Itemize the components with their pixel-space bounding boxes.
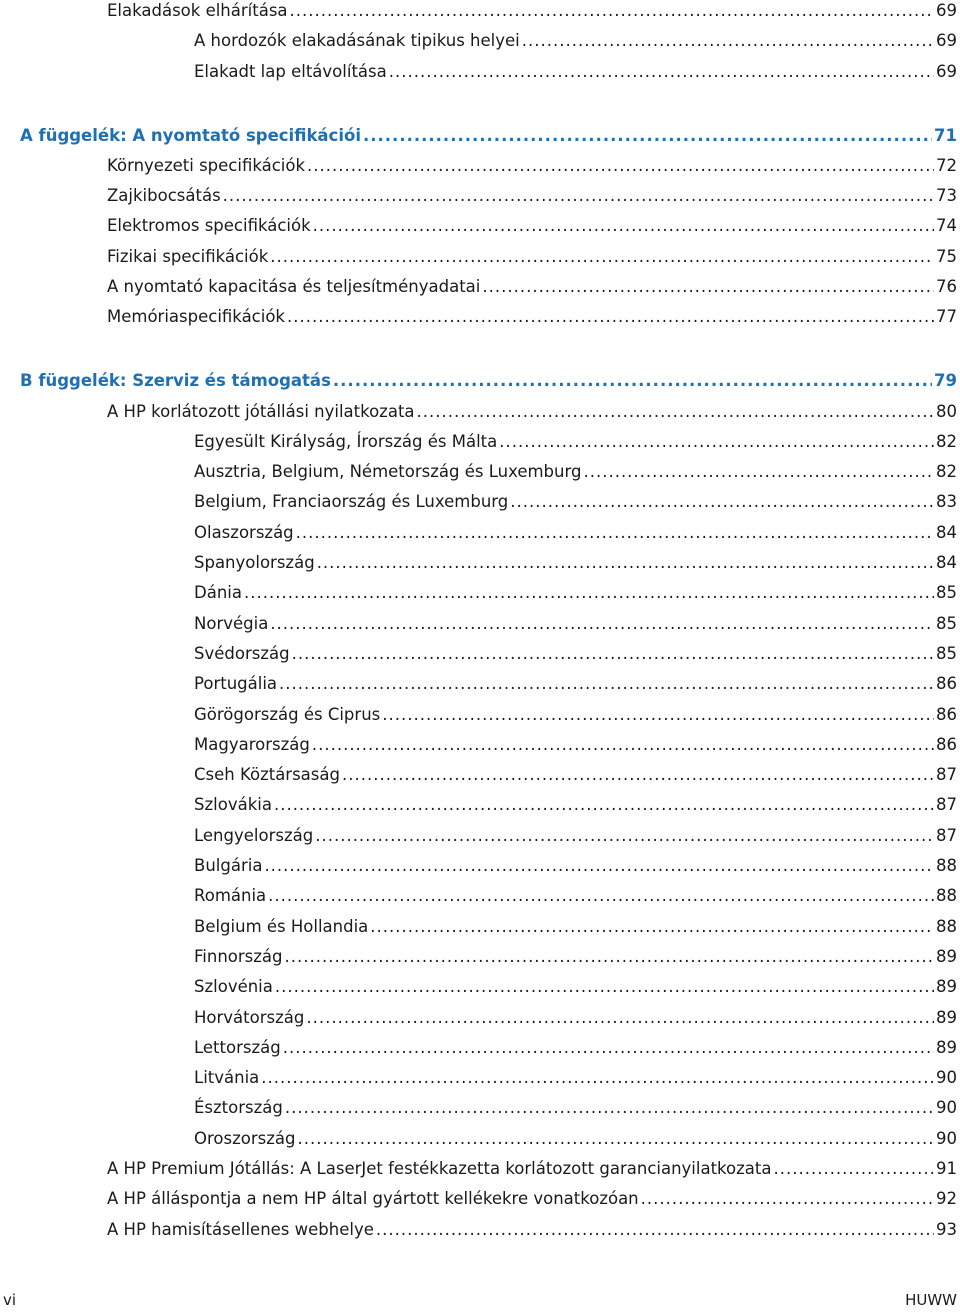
toc-page-number: 86 [936, 674, 957, 694]
toc-entry[interactable] [107, 274, 957, 300]
toc-entry-title: Környezeti specifikációk [107, 155, 306, 175]
toc-dot-leader [275, 974, 934, 1000]
toc-entry[interactable] [194, 914, 957, 940]
toc-dot-leader [773, 1156, 934, 1182]
toc-page-number: 88 [936, 886, 957, 906]
toc-page-number: 87 [936, 765, 957, 785]
toc-entry-title: Dánia [194, 583, 242, 603]
toc-dot-leader [287, 304, 934, 330]
toc-dot-leader [307, 153, 934, 179]
toc-dot-leader [313, 213, 934, 239]
toc-page-number: 90 [936, 1068, 957, 1088]
toc-entry[interactable] [194, 28, 957, 54]
toc-entry-title: Elakadt lap eltávolítása [194, 61, 387, 81]
toc-entry[interactable] [107, 1217, 957, 1243]
toc-dot-leader [641, 1186, 934, 1212]
toc-section-heading[interactable] [20, 368, 957, 394]
toc-dot-leader [510, 489, 934, 515]
toc-entry-title: Észtország [194, 1098, 283, 1118]
toc-dot-leader [270, 244, 934, 270]
toc-entry-title: Elakadások elhárítása [107, 1, 288, 20]
toc-entry-title: Memóriaspecifikációk [107, 307, 285, 327]
toc-entry-title: Litvánia [194, 1068, 260, 1088]
toc-entry-title: Görögország és Ciprus [194, 704, 381, 724]
toc-entry[interactable] [194, 1035, 957, 1061]
toc-entry[interactable] [194, 59, 957, 85]
toc-dot-leader [274, 792, 934, 818]
toc-page-number: 89 [936, 1007, 957, 1027]
toc-page-number: 88 [936, 916, 957, 936]
toc-dot-leader [297, 1126, 934, 1152]
toc-dot-leader [279, 671, 934, 697]
toc-entry-title: Elektromos specifikációk [107, 216, 311, 236]
toc-entry[interactable] [107, 153, 957, 179]
toc-entry[interactable] [194, 702, 957, 728]
toc-dot-leader [270, 611, 934, 637]
toc-page-number: 80 [936, 401, 957, 421]
toc-entry-title: Szlovákia [194, 795, 272, 815]
toc-entry-title: Olaszország [194, 522, 294, 542]
toc-page-number: 85 [936, 613, 957, 633]
toc-dot-leader [264, 853, 934, 879]
toc-entry-title: Horvátország [194, 1007, 305, 1027]
toc-page-number: 87 [936, 825, 957, 845]
toc-entry[interactable] [107, 399, 957, 425]
toc-entry[interactable] [194, 611, 957, 637]
toc-entry-title: Svédország [194, 643, 290, 663]
toc-entry-title: B függelék: Szerviz és támogatás [20, 371, 331, 391]
toc-entry-title: Cseh Köztársaság [194, 765, 340, 785]
toc-page-number: 88 [936, 856, 957, 875]
toc-entry-title: Belgium és Hollandia [194, 916, 369, 936]
toc-entry-title: Finnország [194, 946, 283, 966]
toc-page-number: 93 [936, 1219, 957, 1239]
toc-dot-leader [583, 459, 934, 485]
toc-entry[interactable] [194, 520, 957, 546]
toc-entry-title: Belgium, Franciaország és Luxemburg [194, 492, 509, 512]
toc-entry-title: A HP hamisításellenes webhelye [107, 1219, 374, 1239]
toc-page-number: 87 [936, 795, 957, 815]
toc-page-number: 86 [936, 704, 957, 724]
toc-page-number: 69 [936, 31, 957, 51]
toc-page-number: 69 [936, 61, 957, 81]
toc-entry-title: A hordozók elakadásának tipikus helyei [194, 31, 520, 51]
toc-entry-title: Spanyolország [194, 553, 315, 572]
toc-dot-leader [342, 762, 934, 788]
toc-entry-title: Magyarország [194, 734, 310, 754]
toc-dot-leader [268, 883, 934, 909]
toc-dot-leader [370, 914, 934, 940]
toc-dot-leader [261, 1065, 934, 1091]
toc-entry-title: Ausztria, Belgium, Németország és Luxemburg [194, 462, 582, 482]
toc-dot-leader [285, 1095, 934, 1121]
toc-page-number: 76 [936, 277, 957, 296]
toc-entry[interactable] [107, 304, 957, 330]
toc-entry[interactable] [194, 641, 957, 667]
toc-page-number: 90 [936, 1098, 957, 1118]
toc-dot-leader [312, 732, 934, 758]
toc-entry[interactable] [107, 213, 957, 239]
toc-page-number: 91 [936, 1159, 957, 1178]
toc-dot-leader [482, 274, 934, 300]
toc-page-number: 75 [936, 246, 957, 266]
toc-entry[interactable] [194, 550, 957, 576]
toc-dot-leader [292, 641, 934, 667]
toc-entry-title: Lengyelország [194, 825, 314, 845]
toc-dot-leader [389, 59, 934, 85]
toc-entry[interactable] [107, 244, 957, 270]
toc-page-number: 85 [936, 583, 957, 603]
toc-page-number: 85 [936, 643, 957, 663]
toc-dot-leader [283, 1035, 934, 1061]
toc-page-number: 74 [936, 216, 957, 236]
toc-section-heading[interactable] [20, 123, 957, 149]
toc-entry[interactable] [194, 429, 957, 455]
toc-dot-leader [306, 1005, 934, 1031]
footer-doc-code: HUWW [905, 1291, 957, 1309]
toc-dot-leader [376, 1217, 934, 1243]
toc-entry[interactable] [194, 1126, 957, 1152]
toc-page-number: 84 [936, 522, 957, 542]
toc-entry-title: Egyesült Királyság, Írország és Málta [194, 431, 498, 451]
toc-entry-title: A függelék: A nyomtató specifikációi [20, 125, 361, 145]
toc-entry-title: Oroszország [194, 1128, 296, 1148]
toc-page-number: 86 [936, 734, 957, 754]
toc-dot-leader [317, 550, 934, 576]
toc-entry[interactable] [194, 1005, 957, 1031]
toc-page-number: 82 [936, 462, 957, 482]
footer-page-number: vi [3, 1291, 17, 1309]
toc-entry-title: A nyomtató kapacitása és teljesítményadatai [107, 277, 481, 296]
toc-dot-leader [296, 520, 934, 546]
toc-page-number: 83 [936, 492, 957, 512]
toc-page-number: 89 [936, 977, 957, 997]
toc-dot-leader [382, 702, 934, 728]
toc-entry[interactable] [194, 974, 957, 1000]
toc-dot-leader [290, 0, 934, 24]
toc-dot-leader [285, 944, 934, 970]
toc-entry[interactable] [194, 944, 957, 970]
toc-entry-title: Bulgária [194, 856, 263, 875]
toc-page-number: 89 [936, 1037, 957, 1057]
toc-entry-title: Portugália [194, 674, 278, 694]
toc-dot-leader [417, 399, 934, 425]
toc-dot-leader [499, 429, 934, 455]
toc-entry-title: A HP álláspontja a nem HP által gyártott kellékekre vonatkozóan [107, 1189, 639, 1209]
toc-entry-title: Norvégia [194, 613, 269, 633]
toc-entry[interactable] [194, 459, 957, 485]
toc-entry-title: Fizikai specifikációk [107, 246, 269, 266]
toc-entry[interactable] [194, 823, 957, 849]
toc-entry[interactable] [194, 1065, 957, 1091]
toc-entry-title: A HP Premium Jótállás: A LaserJet festékkazetta korlátozott garancianyilatkozata [107, 1159, 772, 1178]
toc-entry[interactable] [107, 1186, 957, 1212]
toc-entry[interactable] [194, 792, 957, 818]
toc-page-number: 73 [936, 186, 957, 206]
toc-dot-leader [333, 368, 932, 394]
toc-entry-title: A HP korlátozott jótállási nyilatkozata [107, 401, 415, 421]
toc-page-number: 84 [936, 553, 957, 572]
toc-page-number: 72 [936, 155, 957, 175]
toc-page-number: 71 [934, 125, 957, 145]
toc-page-number: 89 [936, 946, 957, 966]
toc-entry[interactable] [194, 580, 957, 606]
toc-dot-leader [315, 823, 934, 849]
toc-entry[interactable] [107, 0, 957, 24]
toc-entry[interactable] [194, 671, 957, 697]
toc-entry-title: Lettország [194, 1037, 281, 1057]
toc-entry[interactable] [107, 1156, 957, 1182]
toc-entry-title: Románia [194, 886, 267, 906]
toc-entry[interactable] [194, 489, 957, 515]
toc-entry[interactable] [194, 883, 957, 909]
toc-dot-leader [363, 123, 932, 149]
toc-dot-leader [244, 580, 934, 606]
toc-dot-leader [223, 183, 934, 209]
toc-page-number: 90 [936, 1128, 957, 1148]
toc-page-number: 69 [936, 1, 957, 20]
toc-entry[interactable] [194, 762, 957, 788]
toc-entry-title: Zajkibocsátás [107, 186, 221, 206]
toc-page-number: 79 [934, 371, 957, 391]
toc-entry[interactable] [194, 1095, 957, 1121]
toc-page-number: 82 [936, 431, 957, 451]
toc-entry-title: Szlovénia [194, 977, 273, 997]
toc-dot-leader [522, 28, 934, 54]
toc-entry[interactable] [194, 732, 957, 758]
toc-page-number: 77 [936, 307, 957, 327]
toc-entry[interactable] [194, 853, 957, 879]
toc-page-number: 92 [936, 1189, 957, 1209]
toc-entry[interactable] [107, 183, 957, 209]
